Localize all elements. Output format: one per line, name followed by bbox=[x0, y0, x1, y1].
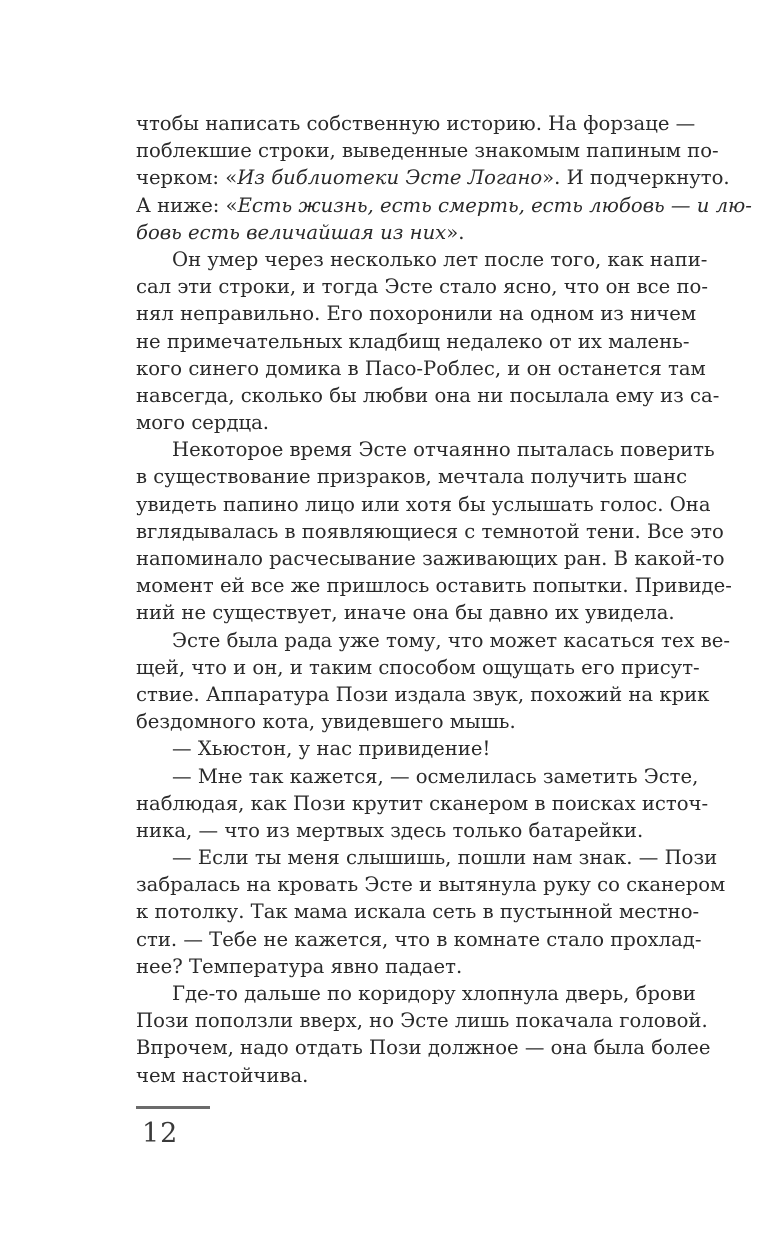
text-line bbox=[136, 463, 688, 490]
text-run: Где-то дальше по коридору хлопнула дверь, брови bbox=[172, 982, 696, 1005]
text-run: чтобы написать собственную историю. На форзаце — bbox=[136, 112, 696, 135]
text-run: ». bbox=[446, 220, 465, 244]
text-run: сал эти строки, и тогда Эсте стало ясно, что он все по- bbox=[136, 275, 708, 299]
text-run: забралась на кровать Эсте и вытянула руку со сканером bbox=[136, 873, 726, 897]
text-run: ника, — что из мертвых здесь только батарейки. bbox=[136, 818, 644, 842]
text-line bbox=[136, 219, 673, 246]
text-run: Пози поползли вверх, но Эсте лишь покачала головой. bbox=[136, 1009, 708, 1033]
text-run: к потолку. Так мама искала сеть в пустынной местно- bbox=[136, 900, 700, 924]
text-line bbox=[136, 898, 700, 925]
text-line bbox=[136, 273, 708, 300]
footer-rule bbox=[136, 1106, 210, 1109]
text-line bbox=[136, 518, 724, 545]
text-run: Впрочем, надо отдать Пози должное — она была более bbox=[136, 1036, 711, 1060]
text-run: вглядывалась в появляющиеся с темнотой тени. Все это bbox=[136, 519, 724, 543]
text-run: — Мне так кажется, — осмелилась заметить Эсте, bbox=[172, 764, 699, 788]
text-run: ствие. Аппаратура Пози издала звук, похожий на крик bbox=[136, 682, 710, 706]
text-run: бездомного кота, увидевшего мышь. bbox=[136, 710, 516, 734]
text-run: нее? Температура явно падает. bbox=[136, 954, 463, 978]
paragraph bbox=[136, 735, 673, 762]
text-run: наблюдая, как Пози крутит сканером в поисках источ- bbox=[136, 791, 709, 815]
text-line bbox=[136, 164, 730, 191]
text-line bbox=[136, 246, 708, 273]
text-run: сти. — Тебе не кажется, что в комнате стало прохлад- bbox=[136, 927, 702, 951]
text-line bbox=[136, 137, 719, 164]
text-line bbox=[136, 763, 699, 790]
text-line bbox=[136, 355, 706, 382]
text-line bbox=[136, 1034, 711, 1061]
text-run: — Если ты меня слышишь, пошли нам знак. — Пози bbox=[172, 846, 718, 870]
text-run: Эсте была рада уже тому, что может касаться тех ве- bbox=[172, 628, 730, 652]
text-run: поблекшие строки, выведенные знакомым папиным по- bbox=[136, 139, 719, 163]
text-line bbox=[136, 817, 673, 844]
paragraph bbox=[136, 627, 730, 736]
paragraph bbox=[136, 246, 720, 436]
text-line bbox=[136, 328, 690, 355]
paragraph bbox=[136, 980, 711, 1089]
text-run: кого синего домика в Пасо-Роблес, и он останется там bbox=[136, 356, 706, 380]
text-line bbox=[136, 708, 673, 735]
text-line bbox=[136, 436, 715, 463]
text-run: нял неправильно. Его похоронили на одном из ничем bbox=[136, 302, 697, 326]
text-run: черком: « bbox=[136, 166, 238, 190]
text-line bbox=[136, 735, 673, 762]
text-line bbox=[136, 382, 720, 409]
italic-quote: Из библиотеки Эсте Логано bbox=[237, 166, 543, 190]
text-line bbox=[136, 599, 673, 626]
text-run: ний не существует, иначе она бы давно их увидела. bbox=[136, 601, 675, 625]
text-line bbox=[136, 926, 702, 953]
text-run: чем настойчива. bbox=[136, 1063, 309, 1087]
text-line bbox=[136, 545, 725, 572]
text-line bbox=[136, 681, 710, 708]
paragraph bbox=[136, 763, 709, 845]
text-line bbox=[136, 300, 697, 327]
text-run: мого сердца. bbox=[136, 411, 270, 435]
text-line bbox=[136, 1062, 673, 1089]
text-run: не примечательных кладбищ недалеко от их малень- bbox=[136, 329, 690, 353]
text-line bbox=[136, 980, 696, 1007]
text-line bbox=[136, 572, 732, 599]
text-run: щей, что и он, и таким способом ощущать его присут- bbox=[136, 655, 700, 679]
page-number: 12 bbox=[142, 1118, 179, 1149]
paragraph bbox=[136, 436, 732, 626]
italic-quote: Есть жизнь, есть смерть, есть любовь — и лю- bbox=[237, 193, 752, 217]
text-run: в существование призраков, мечтала получить шанс bbox=[136, 465, 688, 489]
text-line bbox=[136, 953, 673, 980]
text-run: момент ей все же пришлось оставить попытки. Привиде- bbox=[136, 574, 732, 598]
page-body bbox=[136, 110, 752, 1089]
text-run: Он умер через несколько лет после того, как напи- bbox=[172, 247, 708, 271]
text-run: увидеть папино лицо или хотя бы услышать голос. Она bbox=[136, 492, 711, 516]
text-line bbox=[136, 1007, 708, 1034]
text-run: А ниже: « bbox=[136, 193, 238, 217]
paragraph bbox=[136, 110, 752, 246]
text-line bbox=[136, 844, 718, 871]
text-run: Некоторое время Эсте отчаянно пыталась поверить bbox=[172, 438, 715, 462]
text-line bbox=[136, 491, 711, 518]
italic-quote: бовь есть величайшая из них bbox=[136, 220, 447, 244]
text-line bbox=[136, 654, 700, 681]
text-line bbox=[136, 409, 673, 436]
text-run: напоминало расчесывание заживающих ран. В какой-то bbox=[136, 547, 725, 570]
text-run: — Хьюстон, у нас привидение! bbox=[172, 737, 491, 761]
text-line bbox=[136, 871, 726, 898]
text-run: ». И подчеркнуто. bbox=[542, 166, 730, 190]
text-run: навсегда, сколько бы любви она ни посылала ему из са- bbox=[136, 383, 720, 407]
paragraph bbox=[136, 844, 726, 980]
text-line bbox=[136, 110, 696, 137]
text-line bbox=[136, 627, 730, 654]
text-line bbox=[136, 192, 752, 219]
text-line bbox=[136, 790, 709, 817]
